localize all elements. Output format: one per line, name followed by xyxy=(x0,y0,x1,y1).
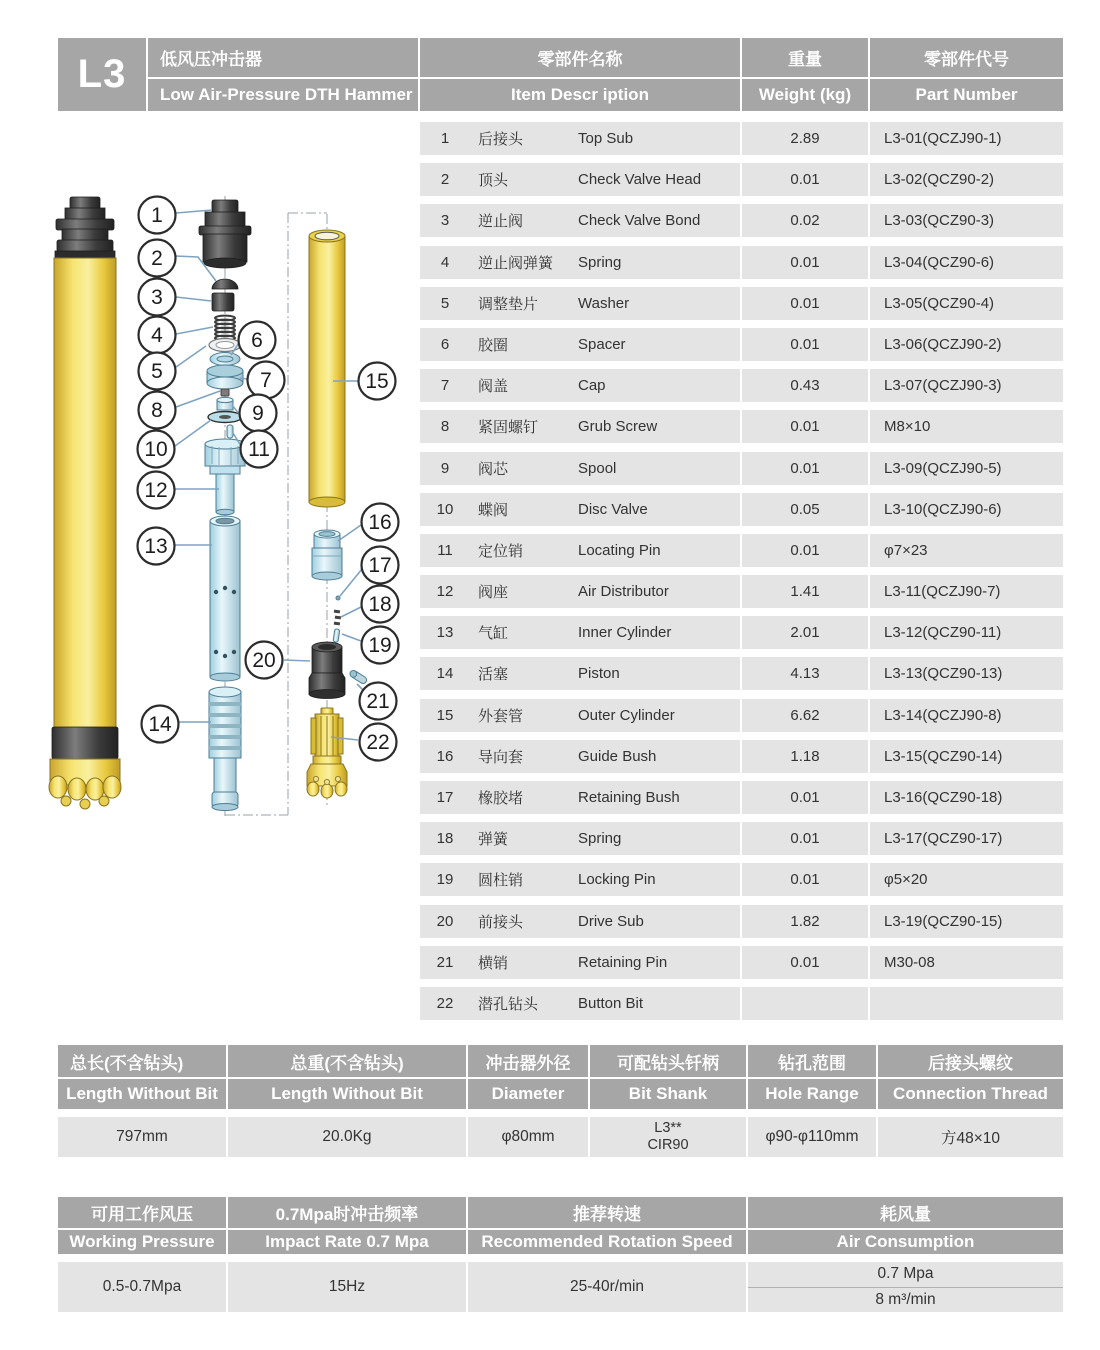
part-name-cn: 阀盖 xyxy=(478,378,509,396)
spec-header-en: Working Pressure xyxy=(58,1230,226,1254)
svg-text:21: 21 xyxy=(366,690,390,713)
spec-header-en: Connection Thread xyxy=(878,1079,1063,1109)
callout-16 xyxy=(362,504,399,541)
callout-18 xyxy=(362,586,399,623)
svg-text:18: 18 xyxy=(368,593,392,616)
part-name-en: Piston xyxy=(578,665,620,683)
part-name-cn: 前接头 xyxy=(478,913,524,931)
svg-text:8: 8 xyxy=(151,399,163,422)
spec-header-cn: 冲击器外径 xyxy=(468,1045,588,1077)
table-row xyxy=(420,987,1063,1020)
callout-21 xyxy=(360,683,397,720)
part-name-en: Disc Valve xyxy=(578,500,648,518)
callout-17 xyxy=(362,547,399,584)
part-number: L3-04(QCZ90-6) xyxy=(870,246,1063,279)
part-weight: 1.41 xyxy=(742,575,868,608)
svg-text:20: 20 xyxy=(252,649,276,672)
part-name-en: Spring xyxy=(578,830,622,848)
table-row xyxy=(420,575,1063,608)
part-description-cell xyxy=(420,740,740,773)
part-description-cell xyxy=(420,204,740,237)
part-weight: 0.01 xyxy=(742,410,868,443)
spec-value-working-pressure: 0.5-0.7Mpa xyxy=(58,1262,226,1312)
table-row xyxy=(420,163,1063,196)
part-weight: 4.13 xyxy=(742,657,868,690)
part-index: 9 xyxy=(440,459,450,477)
part-name-cn: 圆柱销 xyxy=(478,872,524,890)
part-weight: 0.01 xyxy=(742,822,868,855)
part-weight: 0.01 xyxy=(742,946,868,979)
part-description-cell xyxy=(420,616,740,649)
col-header-part-en: Part Number xyxy=(870,79,1063,111)
part-name-en: Spring xyxy=(578,253,622,271)
part-number: L3-17(QCZ90-17) xyxy=(870,822,1063,855)
part-description-cell xyxy=(420,493,740,526)
table-row xyxy=(420,946,1063,979)
part-name-en: Top Sub xyxy=(578,130,634,147)
part-number: L3-05(QCZ90-4) xyxy=(870,287,1063,320)
part-name-cn: 胶圈 xyxy=(478,336,509,354)
part-index: 16 xyxy=(436,747,454,765)
part-number: L3-10(QCZJ90-6) xyxy=(870,493,1063,526)
callout-10 xyxy=(138,431,175,468)
part-weight: 0.05 xyxy=(742,493,868,526)
performance-spec-table xyxy=(58,1197,1063,1312)
part-number: L3-19(QCZ90-15) xyxy=(870,905,1063,938)
part-weight: 0.01 xyxy=(742,534,868,567)
part-number: L3-03(QCZ90-3) xyxy=(870,204,1063,237)
part-index: 19 xyxy=(436,871,454,889)
svg-text:22: 22 xyxy=(366,731,390,754)
assembled-hammer xyxy=(49,197,121,809)
callout-3 xyxy=(139,279,176,316)
part-weight: 1.82 xyxy=(742,905,868,938)
table-row xyxy=(420,410,1063,443)
diagram-cap xyxy=(207,365,243,389)
callout-4 xyxy=(139,317,176,354)
table-row xyxy=(420,657,1063,690)
diagram-spool xyxy=(217,397,233,410)
part-description-cell xyxy=(420,369,740,402)
spec-value-rotation-speed: 25-40r/min xyxy=(468,1262,746,1312)
diagram-drive-sub xyxy=(309,642,345,699)
spec-header-en: Recommended Rotation Speed xyxy=(468,1230,746,1254)
diagram-piston xyxy=(209,687,241,811)
part-number: L3-16(QCZ90-18) xyxy=(870,781,1063,814)
svg-text:6: 6 xyxy=(251,329,263,352)
diagram-retaining-pin xyxy=(349,669,368,685)
svg-text:1: 1 xyxy=(151,204,163,227)
part-name-cn: 横销 xyxy=(478,954,509,972)
part-index: 15 xyxy=(436,706,454,724)
callout-13 xyxy=(138,528,175,565)
part-description-cell xyxy=(420,534,740,567)
part-index: 10 xyxy=(436,500,454,518)
svg-text:7: 7 xyxy=(260,369,272,392)
spec-value-diameter: φ80mm xyxy=(468,1117,588,1157)
table-row xyxy=(420,493,1063,526)
part-name-en: Retaining Pin xyxy=(578,953,668,971)
part-index: 2 xyxy=(440,171,450,189)
diagram-retaining-bush xyxy=(336,596,340,600)
part-description-cell xyxy=(420,122,740,155)
svg-text:3: 3 xyxy=(151,286,163,309)
part-index: 4 xyxy=(440,253,450,271)
part-name-cn: 阀芯 xyxy=(478,460,509,478)
svg-text:14: 14 xyxy=(148,713,172,736)
part-name-cn: 外套管 xyxy=(478,707,524,725)
part-index: 5 xyxy=(440,294,450,312)
spec-header-en: Bit Shank xyxy=(590,1079,746,1109)
spec-header-cn: 可配钻头钎柄 xyxy=(590,1045,746,1077)
part-name-en: Grub Screw xyxy=(578,418,658,436)
spec-header-en: Hole Range xyxy=(748,1079,876,1109)
svg-text:13: 13 xyxy=(144,535,168,558)
part-index: 21 xyxy=(436,953,454,971)
spec-header-en: Diameter xyxy=(468,1079,588,1109)
spec-header-cn: 后接头螺纹 xyxy=(878,1045,1063,1077)
spec-value-length: 797mm xyxy=(58,1117,226,1157)
part-name-en: Washer xyxy=(578,294,630,312)
callout-1 xyxy=(139,197,176,234)
diagram-locating-pin xyxy=(227,425,233,438)
svg-text:5: 5 xyxy=(151,360,163,383)
part-name-en: Locating Pin xyxy=(578,541,661,559)
svg-text:9: 9 xyxy=(252,402,264,425)
dimensions-spec-table xyxy=(58,1045,1063,1157)
part-index: 12 xyxy=(436,583,454,601)
part-number: L3-09(QCZJ90-5) xyxy=(870,452,1063,485)
part-name-cn: 阀座 xyxy=(478,584,509,602)
svg-text:19: 19 xyxy=(368,634,392,657)
part-weight: 0.01 xyxy=(742,163,868,196)
callout-14 xyxy=(142,706,179,743)
part-description-cell xyxy=(420,452,740,485)
diagram-grub-screw xyxy=(221,389,229,396)
svg-text:4: 4 xyxy=(151,324,163,347)
part-description-cell xyxy=(420,328,740,361)
diagram-inner-cylinder xyxy=(210,516,240,681)
model-badge: L3 xyxy=(58,38,146,111)
spec-value-impact-rate: 15Hz xyxy=(228,1262,466,1312)
part-number: φ5×20 xyxy=(870,863,1063,896)
spec-value-air-consumption: 0.7 Mpa 8 m³/min xyxy=(748,1262,1063,1312)
part-weight: 0.01 xyxy=(742,246,868,279)
callout-2 xyxy=(139,240,176,277)
part-number: L3-13(QCZ90-13) xyxy=(870,657,1063,690)
part-description-cell xyxy=(420,163,740,196)
diagram-guide-bush xyxy=(312,530,342,580)
part-name-cn: 紧固螺钉 xyxy=(478,419,539,437)
part-index: 13 xyxy=(436,624,454,642)
callout-11 xyxy=(241,431,278,468)
part-number: L3-15(QCZ90-14) xyxy=(870,740,1063,773)
diagram-washer xyxy=(209,339,241,352)
part-name-en: Retaining Bush xyxy=(578,789,680,806)
diagram-outer-cylinder xyxy=(309,230,345,507)
part-name-cn: 顶头 xyxy=(478,172,509,190)
spec-value-connection-thread: 方48×10 xyxy=(878,1117,1063,1157)
part-name-cn: 橡胶堵 xyxy=(478,790,524,807)
part-index: 8 xyxy=(440,418,450,436)
part-index: 14 xyxy=(436,665,454,683)
svg-text:17: 17 xyxy=(368,554,392,577)
spec-value-bit-shank: L3** CIR90 xyxy=(590,1117,746,1157)
part-description-cell xyxy=(420,287,740,320)
table-row xyxy=(420,534,1063,567)
diagram-spring xyxy=(215,316,235,341)
part-name-en: Check Valve Bond xyxy=(578,212,701,230)
part-name-en: Cap xyxy=(578,377,606,395)
part-name-cn: 逆止阀 xyxy=(478,213,524,231)
svg-text:16: 16 xyxy=(368,511,392,534)
diagram-spacer xyxy=(210,353,240,366)
part-name-cn: 后接头 xyxy=(478,131,524,148)
svg-text:12: 12 xyxy=(144,479,168,502)
part-name-cn: 逆止阀弹簧 xyxy=(478,254,554,272)
spec-header-cn: 钻孔范围 xyxy=(748,1045,876,1077)
callout-6 xyxy=(239,322,276,359)
part-name-cn: 潜孔钻头 xyxy=(478,995,539,1013)
product-title-cn: 低风压冲击器 xyxy=(148,38,418,77)
part-description-cell xyxy=(420,246,740,279)
table-row xyxy=(420,822,1063,855)
callout-15 xyxy=(359,363,396,400)
diagram-disc-valve xyxy=(208,412,242,423)
part-number: L3-06(QCZJ90-2) xyxy=(870,328,1063,361)
col-header-item-en: Item Descr iption xyxy=(420,79,740,111)
col-header-weight-en: Weight (kg) xyxy=(742,79,868,111)
callout-20 xyxy=(246,642,283,679)
table-row xyxy=(420,616,1063,649)
part-number: L3-02(QCZ90-2) xyxy=(870,163,1063,196)
callout-9 xyxy=(240,395,277,432)
table-row xyxy=(420,452,1063,485)
spec-header-en: Length Without Bit xyxy=(58,1079,226,1109)
part-description-cell xyxy=(420,987,740,1020)
spec-header-cn: 总长(不含钻头) xyxy=(58,1045,226,1077)
part-number: L3-01(QCZJ90-1) xyxy=(870,122,1063,155)
part-description-cell xyxy=(420,905,740,938)
col-header-item-cn: 零部件名称 xyxy=(420,38,740,77)
part-description-cell xyxy=(420,657,740,690)
spec-header-cn: 可用工作风压 xyxy=(58,1197,226,1228)
callout-5 xyxy=(139,353,176,390)
part-name-cn: 定位销 xyxy=(478,542,524,560)
table-row xyxy=(420,328,1063,361)
part-name-en: Guide Bush xyxy=(578,747,657,765)
parts-table xyxy=(420,122,1063,1028)
table-row xyxy=(420,246,1063,279)
part-weight: 2.01 xyxy=(742,616,868,649)
part-name-cn: 活塞 xyxy=(478,666,509,684)
part-name-cn: 弹簧 xyxy=(478,831,509,849)
table-row xyxy=(420,122,1063,155)
table-row xyxy=(420,905,1063,938)
part-description-cell xyxy=(420,946,740,979)
table-row xyxy=(420,204,1063,237)
spec-value-hole-range: φ90-φ110mm xyxy=(748,1117,876,1157)
part-name-cn: 调整垫片 xyxy=(478,295,539,313)
part-name-en: Outer Cylinder xyxy=(578,706,675,724)
table-header xyxy=(58,38,1063,111)
table-row xyxy=(420,781,1063,814)
part-weight: 0.01 xyxy=(742,452,868,485)
part-description-cell xyxy=(420,863,740,896)
part-number: L3-14(QCZJ90-8) xyxy=(870,699,1063,732)
part-name-cn: 蝶阀 xyxy=(478,501,509,519)
part-name-en: Check Valve Head xyxy=(578,171,702,189)
part-number: M30-08 xyxy=(870,946,1063,979)
table-row xyxy=(420,699,1063,732)
spec-header-cn: 推荐转速 xyxy=(468,1197,746,1228)
part-weight: 0.01 xyxy=(742,781,868,814)
part-number: L3-07(QCZJ90-3) xyxy=(870,369,1063,402)
spec-header-en: Length Without Bit xyxy=(228,1079,466,1109)
svg-text:11: 11 xyxy=(248,438,270,461)
part-name-en: Locking Pin xyxy=(578,871,656,889)
part-name-en: Spool xyxy=(578,459,617,477)
part-index: 6 xyxy=(440,335,450,353)
part-index: 22 xyxy=(436,994,454,1012)
svg-text:10: 10 xyxy=(144,438,168,461)
part-number: M8×10 xyxy=(870,410,1063,443)
part-index: 18 xyxy=(436,830,454,848)
part-weight xyxy=(742,987,868,1020)
svg-text:2: 2 xyxy=(151,247,163,270)
part-number xyxy=(870,987,1063,1020)
diagram-small-spring xyxy=(334,610,341,626)
part-number: L3-11(QCZJ90-7) xyxy=(870,575,1063,608)
callout-22 xyxy=(360,724,397,761)
part-weight: 0.43 xyxy=(742,369,868,402)
part-index: 11 xyxy=(437,541,453,559)
part-description-cell xyxy=(420,781,740,814)
part-name-en: Air Distributor xyxy=(578,583,669,601)
callout-12 xyxy=(138,472,175,509)
part-name-en: Inner Cylinder xyxy=(578,624,672,642)
part-weight: 0.01 xyxy=(742,287,868,320)
diagram-button-bit xyxy=(307,708,347,798)
diagram-check-valve-bond xyxy=(212,293,234,311)
spec-header-cn: 耗风量 xyxy=(748,1197,1063,1228)
callout-8 xyxy=(139,392,176,429)
svg-text:15: 15 xyxy=(365,370,389,393)
part-name-en: Button Bit xyxy=(578,994,644,1012)
part-number: L3-12(QCZ90-11) xyxy=(870,616,1063,649)
part-weight: 0.01 xyxy=(742,863,868,896)
part-description-cell xyxy=(420,822,740,855)
exploded-diagram xyxy=(40,185,410,830)
callout-19 xyxy=(362,627,399,664)
callout-7 xyxy=(248,362,285,399)
col-header-part-cn: 零部件代号 xyxy=(870,38,1063,77)
diagram-air-distributor xyxy=(205,439,245,515)
table-row xyxy=(420,863,1063,896)
spec-value-weight: 20.0Kg xyxy=(228,1117,466,1157)
part-weight: 6.62 xyxy=(742,699,868,732)
part-number: φ7×23 xyxy=(870,534,1063,567)
part-weight: 0.01 xyxy=(742,328,868,361)
part-index: 1 xyxy=(440,130,450,147)
part-index: 20 xyxy=(436,912,454,930)
part-weight: 0.02 xyxy=(742,204,868,237)
table-row xyxy=(420,740,1063,773)
part-name-en: Drive Sub xyxy=(578,912,644,930)
part-index: 7 xyxy=(440,377,450,395)
part-weight: 1.18 xyxy=(742,740,868,773)
part-description-cell xyxy=(420,699,740,732)
spec-header-en: Air Consumption xyxy=(748,1230,1063,1254)
part-name-en: Spacer xyxy=(578,335,626,353)
product-title-en: Low Air-Pressure DTH Hammer xyxy=(148,79,418,111)
spec-header-cn: 0.7Mpa时冲击频率 xyxy=(228,1197,466,1228)
part-description-cell xyxy=(420,575,740,608)
part-description-cell xyxy=(420,410,740,443)
part-weight: 2.89 xyxy=(742,122,868,155)
col-header-weight-cn: 重量 xyxy=(742,38,868,77)
spec-header-cn: 总重(不含钻头) xyxy=(228,1045,466,1077)
part-name-cn: 导向套 xyxy=(478,748,524,766)
table-row xyxy=(420,369,1063,402)
part-index: 3 xyxy=(440,212,450,230)
spec-header-en: Impact Rate 0.7 Mpa xyxy=(228,1230,466,1254)
diagram-locking-pin xyxy=(333,629,340,643)
part-index: 17 xyxy=(436,789,454,806)
table-row xyxy=(420,287,1063,320)
part-name-cn: 气缸 xyxy=(478,625,509,643)
